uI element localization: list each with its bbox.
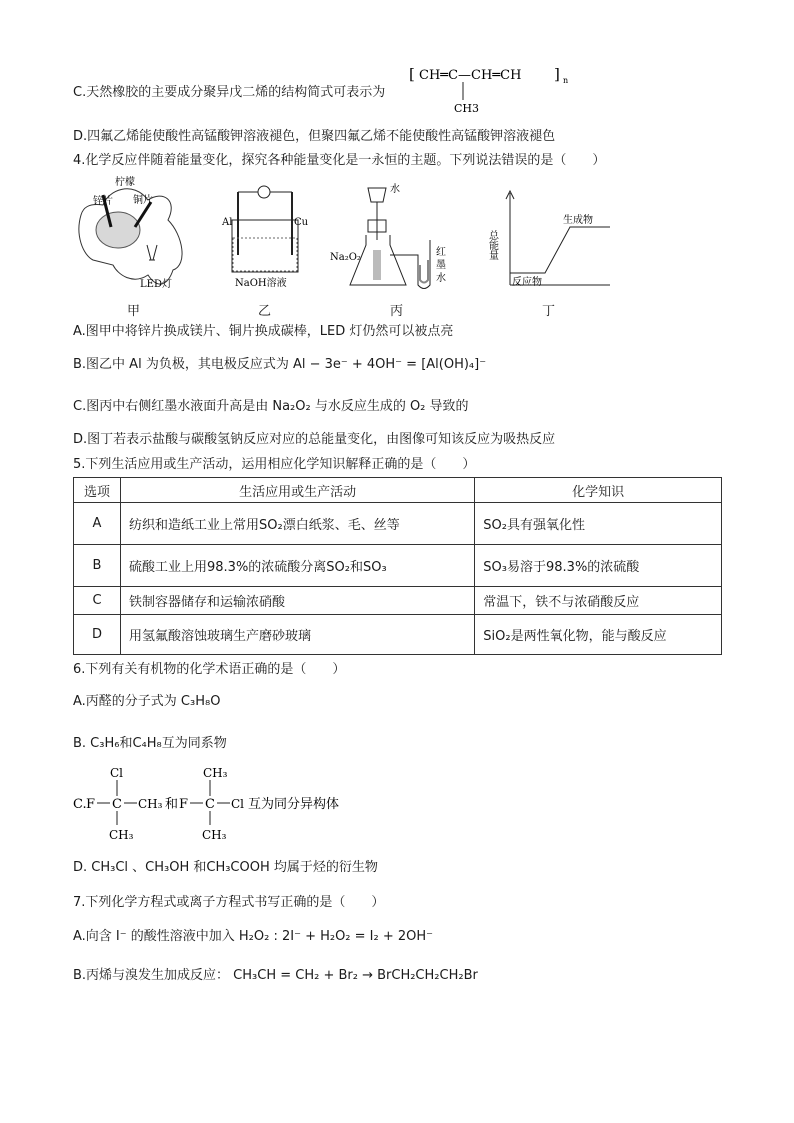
svg-text:NaOH溶液: NaOH溶液 — [235, 278, 287, 289]
isoprene-polymer-formula — [404, 62, 584, 118]
polymer-branch: CH3 — [454, 102, 480, 115]
table-row: A 纺织和造纸工业上常用SO₂漂白纸浆、毛、丝等 SO₂具有强氧化性 — [74, 503, 722, 545]
q6-option-d: D. CH₃Cl 、CH₃OH 和CH₃COOH 均属于烃的衍生物 — [73, 860, 378, 875]
table-row: C 铁制容器储存和运输浓硝酸 常温下，铁不与浓硝酸反应 — [74, 587, 722, 615]
q4-option-b: B.图乙中 Al 为负极，其电极反应式为 Al − 3e⁻ + 4OH⁻ = [Al(OH)₄]⁻ — [73, 357, 487, 372]
figure-bing-na2o2-apparatus — [328, 180, 473, 300]
led-icon — [147, 245, 157, 260]
beaker — [232, 220, 298, 272]
svg-text:互为同分异构体: 互为同分异构体 — [248, 797, 340, 812]
table-row: B 硫酸工业上用98.3%的浓硫酸分离SO₂和SO₃ SO₃易溶于98.3%的浓硫酸 — [74, 545, 722, 587]
q7-option-b: B.丙烯与溴发生加成反应： CH₃CH = CH₂ + Br₂ → BrCH₂CH₂CH₂Br — [73, 968, 478, 983]
svg-text:C: C — [112, 797, 122, 812]
polymer-main-chain: CH═C—CH═CH — [419, 68, 522, 83]
q3-option-c-text: C.天然橡胶的主要成分聚异戊二烯的结构简式可表示为 — [73, 85, 386, 100]
caption-jia: 甲 — [127, 304, 141, 319]
q4-option-c: C.图丙中右侧红墨水液面升高是由 Na₂O₂ 与水反应生成的 O₂ 导致的 — [73, 399, 469, 414]
svg-text:LED灯: LED灯 — [140, 279, 172, 290]
table-row: D 用氢氟酸溶蚀玻璃生产磨砂玻璃 SiO₂是两性氧化物，能与酸反应 — [74, 615, 722, 655]
q4-option-a: A.图甲中将锌片换成镁片、铜片换成碳棒，LED 灯仍然可以被点亮 — [73, 324, 454, 339]
caption-bing: 丙 — [390, 304, 404, 319]
svg-text:和: 和 — [165, 797, 179, 812]
figure-ding-energy-diagram — [486, 185, 620, 295]
svg-text:Cl: Cl — [231, 797, 245, 811]
caption-ding: 丁 — [542, 304, 556, 319]
svg-text:CH₃: CH₃ — [109, 828, 134, 842]
svg-text:Al: Al — [222, 217, 233, 228]
svg-text:墨: 墨 — [436, 260, 446, 271]
svg-text:水: 水 — [390, 184, 400, 195]
svg-text:锌片: 锌片 — [93, 196, 113, 207]
svg-text:Cl: Cl — [110, 766, 124, 780]
na2o2-tube — [373, 250, 381, 280]
galvanometer-icon — [258, 186, 270, 198]
svg-text:总能量: 总能量 — [486, 230, 498, 260]
svg-text:C.: C. — [73, 797, 87, 812]
q5-stem: 5.下列生活应用或生产活动，运用相应化学知识解释正确的是（ ） — [73, 457, 476, 472]
q4-stem: 4.化学反应伴随着能量变化，探究各种能量变化是一永恒的主题。下列说法错误的是（ ） — [73, 153, 606, 168]
q6-option-b: B. C₃H₆和C₄H₈互为同系物 — [73, 736, 227, 751]
svg-text:Cu: Cu — [294, 217, 309, 228]
q6-option-a: A.丙醛的分子式为 C₃H₈O — [73, 694, 221, 709]
q6-option-c-structures — [73, 763, 393, 845]
svg-text:]: ] — [554, 65, 560, 83]
lemon-icon — [96, 212, 140, 248]
svg-text:CH₃: CH₃ — [202, 828, 227, 842]
svg-text:CH₃: CH₃ — [203, 766, 228, 780]
svg-text:CH₃: CH₃ — [138, 797, 163, 811]
q7-stem: 7.下列化学方程式或离子方程式书写正确的是（ ） — [73, 895, 385, 910]
energy-curve — [510, 227, 610, 273]
caption-yi: 乙 — [258, 304, 272, 319]
q3-option-c — [73, 83, 385, 102]
q3-option-d: D.四氟乙烯能使酸性高锰酸钾溶液褪色，但聚四氟乙烯不能使酸性高锰酸钾溶液褪色 — [73, 129, 556, 144]
svg-text:水: 水 — [436, 273, 446, 284]
q4-option-d: D.图丁若表示盐酸与碳酸氢钠反应对应的总能量变化，由图像可知该反应为吸热反应 — [73, 432, 556, 447]
svg-text:铜片: 铜片 — [133, 195, 153, 206]
svg-text:Na₂O₂: Na₂O₂ — [330, 252, 361, 263]
svg-text:红: 红 — [436, 247, 446, 258]
svg-text:[: [ — [409, 65, 415, 83]
u-tube — [390, 240, 430, 289]
polymer-n: n — [563, 76, 569, 85]
svg-text:C: C — [205, 797, 215, 812]
table-header-row: 选项 生活应用或生产活动 化学知识 — [74, 478, 722, 503]
dropping-funnel — [368, 188, 386, 202]
q5-table — [73, 477, 722, 655]
svg-text:生成物: 生成物 — [563, 215, 593, 226]
figure-yi-galvanic-cell — [220, 180, 310, 295]
svg-text:柠檬: 柠檬 — [115, 177, 135, 188]
svg-text:反应物: 反应物 — [512, 277, 542, 288]
svg-text:F: F — [86, 797, 96, 812]
svg-text:F: F — [179, 797, 189, 812]
q6-stem: 6.下列有关有机物的化学术语正确的是（ ） — [73, 662, 346, 677]
naoh-solution — [233, 238, 297, 271]
figure-jia-lemon-battery — [73, 175, 193, 300]
q7-option-a: A.向含 I⁻ 的酸性溶液中加入 H₂O₂ : 2I⁻ + H₂O₂ = I₂ + 2OH⁻ — [73, 929, 434, 944]
